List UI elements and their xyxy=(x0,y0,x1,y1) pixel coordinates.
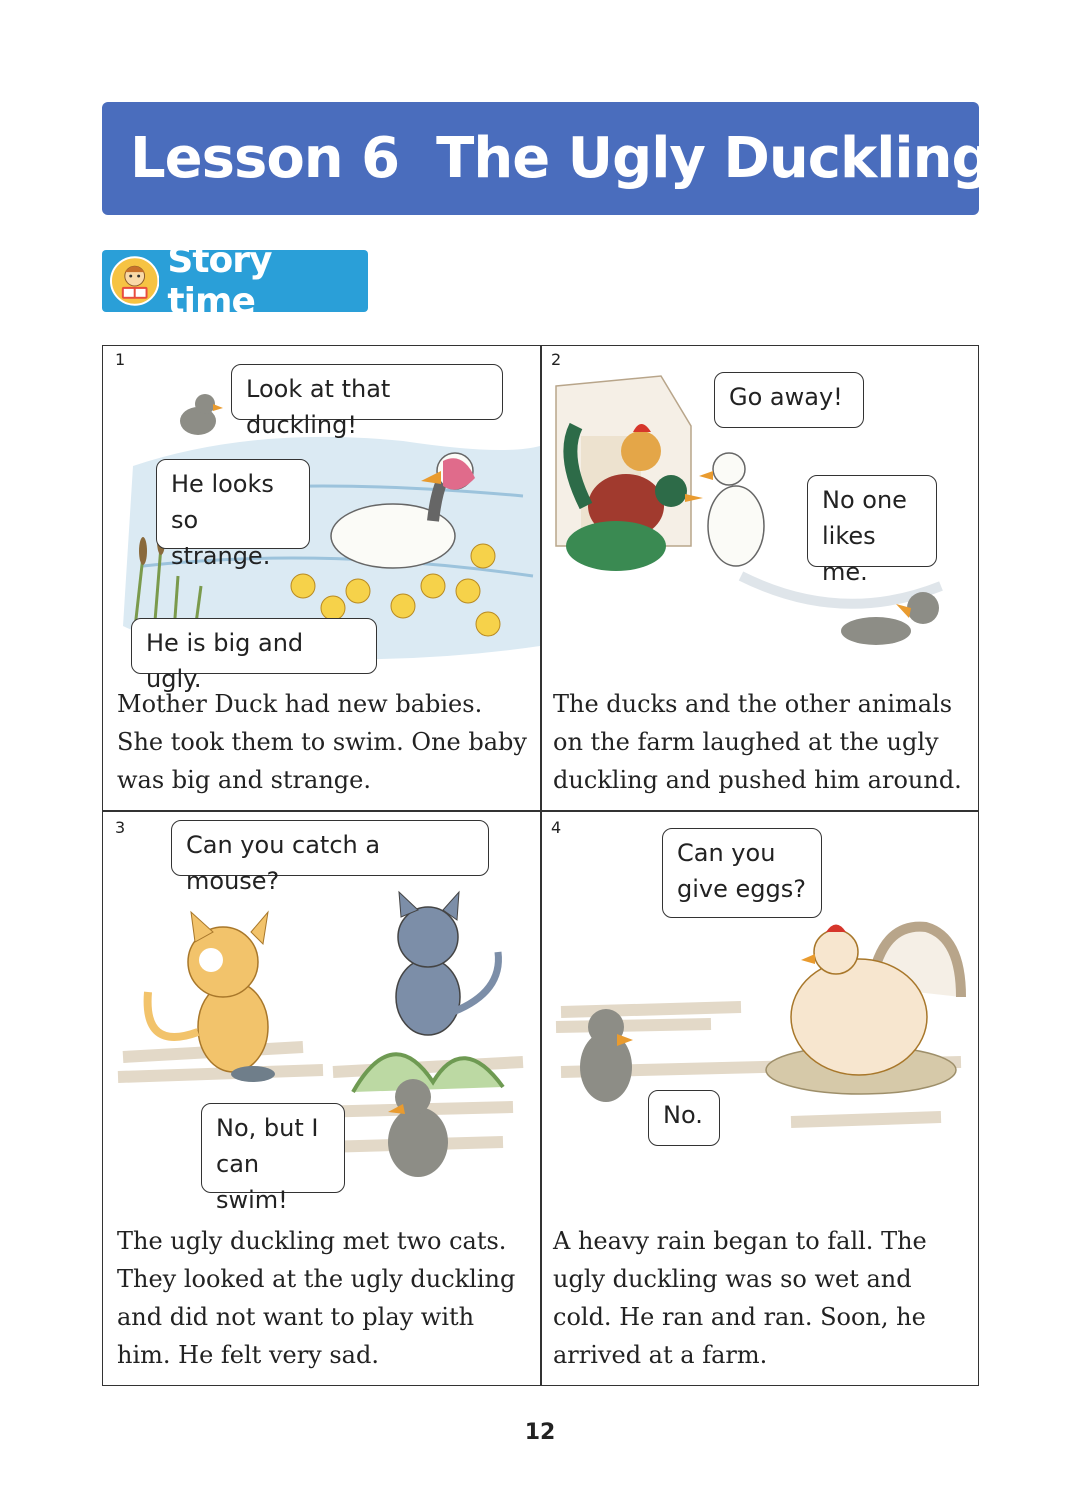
story-panel-4 xyxy=(541,812,978,1385)
panel-caption: Mother Duck had new babies. She took them to swim. One baby was big and strange. xyxy=(117,690,527,794)
speech-bubble: Can you catch a mouse? xyxy=(171,820,489,876)
reading-boy-icon xyxy=(110,256,159,306)
story-panel-1 xyxy=(103,346,540,810)
speech-bubble: No. xyxy=(648,1090,720,1146)
speech-bubble: He is big and ugly. xyxy=(131,618,377,674)
story-panel-2 xyxy=(541,346,978,810)
lesson-title: Lesson 6 The Ugly Duckling xyxy=(130,126,991,191)
speech-bubble: No one likes me. xyxy=(807,475,937,567)
story-time-label: Story time xyxy=(167,240,272,322)
panel-caption: The ugly duckling met two cats. They looked at the ugly duckling and did not want to play with him. He felt very sad. xyxy=(117,1227,516,1369)
mouse-figure xyxy=(231,1066,275,1082)
panel-number: 1 xyxy=(115,350,126,369)
panel-number: 3 xyxy=(115,818,126,837)
speech-bubble: He looks so strange. xyxy=(156,459,310,549)
panel-caption: The ducks and the other animals on the farm laughed at the ugly duckling and pushed him around. xyxy=(553,690,962,794)
speech-bubble: No, but I can swim! xyxy=(201,1103,345,1193)
speech-bubble: Go away! xyxy=(714,372,864,428)
page-number: 12 xyxy=(524,1420,556,1445)
lesson-title-bar xyxy=(102,102,991,215)
speech-bubble: Look at that duckling! xyxy=(231,364,503,420)
panel-number: 2 xyxy=(551,350,562,369)
story-time-badge xyxy=(102,240,368,322)
white-duck-figure xyxy=(699,453,764,566)
panel-number: 4 xyxy=(551,818,562,837)
panel-caption: A heavy rain began to fall. The ugly duckling was so wet and cold. He ran and ran. Soon, he arrived at a farm. xyxy=(553,1227,927,1369)
story-panel-3 xyxy=(103,812,540,1385)
speech-bubble: Can you give eggs? xyxy=(662,828,822,918)
orange-cat-figure xyxy=(148,912,268,1072)
ugly-duckling-figure xyxy=(388,1079,448,1177)
gray-cat-figure xyxy=(396,892,498,1035)
ugly-duckling-figure xyxy=(180,394,223,435)
